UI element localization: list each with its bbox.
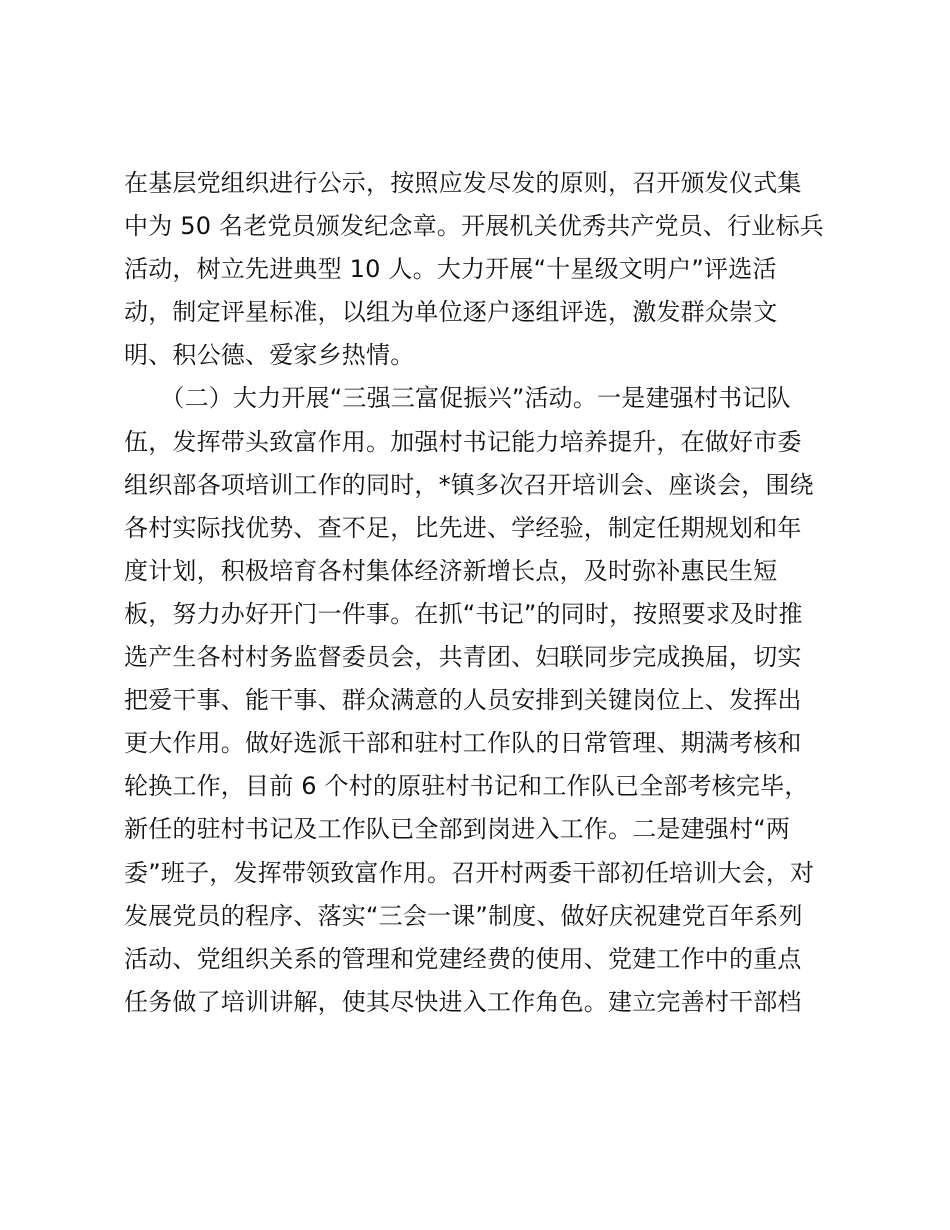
text-line: 组织部各项培训工作的同时，*镇多次召开培训会、座谈会，围绕: [124, 470, 814, 499]
text-line: 中为 50 名老党员颁发纪念章。开展机关优秀共产党员、行业标兵: [124, 212, 824, 241]
text-line: 在基层党组织进行公示，按照应发尽发的原则，召开颁发仪式集: [124, 169, 802, 197]
text-line: 选产生各村村务监督委员会，共青团、妇联同步完成换届，切实: [124, 643, 802, 672]
text-line: 伍，发挥带头致富作用。加强村书记能力培养提升，在做好市委: [124, 427, 802, 456]
text-line: 任务做了培训讲解，使其尽快进入工作角色。建立完善村干部档: [124, 987, 802, 1016]
text-line: 把爱干事、能干事、群众满意的人员安排到关键岗位上、发挥出: [124, 686, 802, 715]
text-line: 发展党员的程序、落实“三会一课”制度、做好庆祝建党百年系列: [124, 901, 803, 930]
text-line: 轮换工作，目前 6 个村的原驻村书记和工作队已全部考核完毕，: [124, 772, 809, 801]
text-line: 动，制定评星标准，以组为单位逐户逐组评选，激发群众崇文: [124, 298, 778, 327]
text-line: （二）大力开展“三强三富促振兴”活动。一是建强村书记队: [124, 384, 791, 413]
text-line: 委”班子，发挥带领致富作用。召开村两委干部初任培训大会，对: [124, 858, 815, 887]
text-line: 活动、党组织关系的管理和党建经费的使用、党建工作中的重点: [124, 944, 802, 973]
text-line: 明、积公德、爱家乡热情。: [124, 341, 415, 370]
text-line: 新任的驻村书记及工作队已全部到岗进入工作。二是建强村“两: [124, 815, 791, 844]
body-text: [124, 162, 836, 1024]
text-line: 各村实际找优势、查不足，比先进、学经验，制定任期规划和年: [124, 513, 802, 542]
text-line: 度计划，积极培育各村集体经济新增长点，及时弥补惠民生短: [124, 556, 778, 585]
text-line: 更大作用。做好选派干部和驻村工作队的日常管理、期满考核和: [124, 729, 802, 758]
text-line: 板，努力办好开门一件事。在抓“书记”的同时，按照要求及时推: [124, 599, 803, 628]
text-line: 活动，树立先进典型 10 人。大力开展“十星级文明户”评选活: [124, 255, 777, 284]
